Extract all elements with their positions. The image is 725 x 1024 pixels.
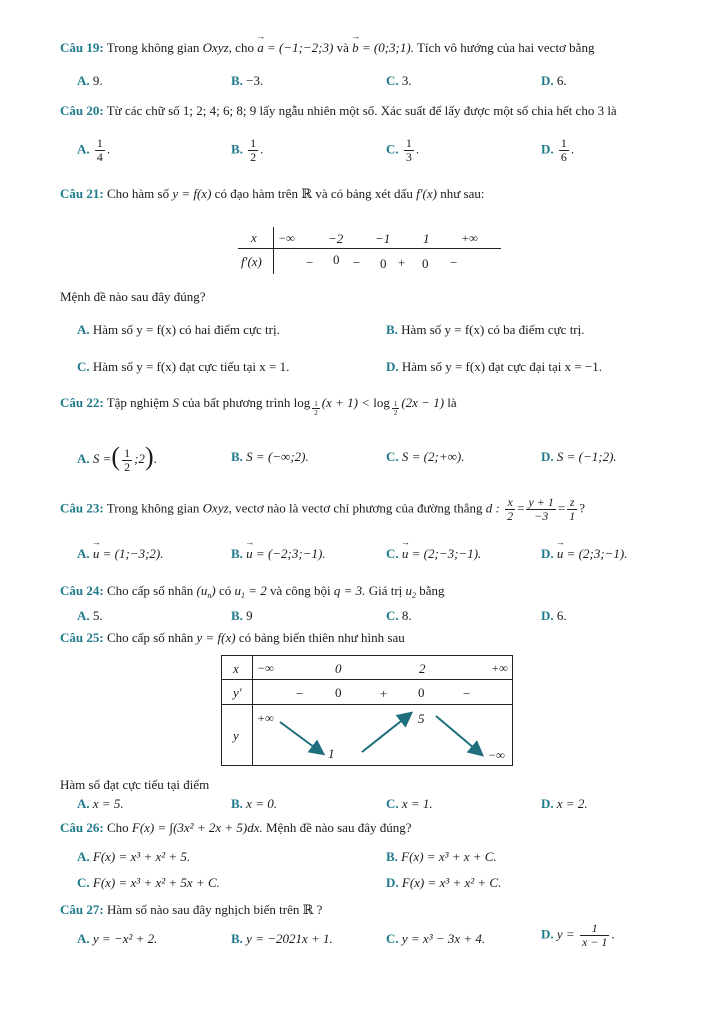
q23-option-a: A. → u = (1;−3;2). <box>77 546 164 562</box>
variation-arrows <box>252 704 513 766</box>
q21-option-a: A. Hàm số y = f(x) có hai điểm cực trị. <box>77 322 280 337</box>
question-24: Câu 24: Cho cấp số nhân $(u_n)$ có $u_1 = 2$ và công bội q = 3. Giá trị $u_2$ bằng <box>60 583 445 600</box>
q22-option-a: A. S =( $\frac{1}{2}$ ;2). <box>77 442 157 474</box>
q23-option-b: B. → u = (−2;3;−1). <box>231 546 326 562</box>
q24-option-b: B. 9 <box>231 608 253 623</box>
q20-option-a: A. $\frac{1}{4}$ . <box>77 136 111 164</box>
q25-option-b: B. x = 0. <box>231 796 277 811</box>
q19-option-d: D. 6. <box>541 73 567 88</box>
question-20: Câu 20: Từ các chữ số 1; 2; 4; 6; 8; 9 lấy ngẫu nhiên một số. Xác suất để lấy được một số chia hết cho 3 là <box>60 103 617 118</box>
q26-option-a: A. F(x) = x³ + x² + 5. <box>77 849 191 864</box>
q21-question: Mệnh đề nào sau đây đúng? <box>60 289 206 304</box>
arrow-up <box>362 714 410 752</box>
q19-option-c: C. 3. <box>386 73 412 88</box>
question-22: Câu 22: Tập nghiệm S của bất phương trình log $\frac{1}{2}$ (x + 1) < log $\frac{1}{2}$ (2x − 1) là <box>60 395 457 417</box>
question-label: Câu 19: <box>60 40 104 55</box>
q22-option-c: C. S = (2;+∞). <box>386 449 465 464</box>
q27-option-c: C. y = x³ − 3x + 4. <box>386 931 486 946</box>
q25-question: Hàm số đạt cực tiểu tại điểm <box>60 777 210 792</box>
q27-option-b: B. y = −2021x + 1. <box>231 931 333 946</box>
q19-option-a: A. 9. <box>77 73 103 88</box>
q24-option-a: A. 5. <box>77 608 103 623</box>
q20-option-b: B. $\frac{1}{2}$ . <box>231 136 264 164</box>
q26-option-c: C. F(x) = x³ + x² + 5x + C. <box>77 875 220 890</box>
question-23: Câu 23: Trong không gian Oxyz, vectơ nào là vectơ chỉ phương của đường thẳng d : $\frac{x}{2}$ = $\frac{y + 1}{-3}$ = $\frac{z}{1}$ ? <box>60 495 586 523</box>
question-25: Câu 25: Cho cấp số nhân y = f(x) có bảng biến thiên như hình sau <box>60 630 405 645</box>
q25-option-c: C. x = 1. <box>386 796 433 811</box>
q20-option-c: C. $\frac{1}{3}$ . <box>386 136 420 164</box>
q27-option-a: A. y = −x² + 2. <box>77 931 158 946</box>
q26-option-d: D. F(x) = x³ + x² + C. <box>386 875 502 890</box>
q23-option-c: C. → u = (2;−3;−1). <box>386 546 481 562</box>
q24-option-c: C. 8. <box>386 608 412 623</box>
q21-option-d: D. Hàm số y = f(x) đạt cực đại tại x = −1. <box>386 359 603 374</box>
q21-option-b: B. Hàm số y = f(x) có ba điểm cực trị. <box>386 322 585 337</box>
q23-option-d: D. → u = (2;3;−1). <box>541 546 628 562</box>
q26-option-b: B. F(x) = x³ + x + C. <box>386 849 497 864</box>
question-19: Câu 19: Trong không gian Oxyz, cho → a = (−1;−2;3) và → b = (0;3;1). Tích vô hướng của hai vectơ bằng <box>60 40 594 56</box>
q27-option-d: D. y = $\frac{1}{x - 1}$ . <box>541 921 615 949</box>
q22-option-b: B. S = (−∞;2). <box>231 449 309 464</box>
arrow-down-1 <box>280 722 322 753</box>
q19-option-b: B. −3. <box>231 73 264 88</box>
q25-option-a: A. x = 5. <box>77 796 124 811</box>
question-27: Câu 27: Hàm số nào sau đây nghịch biến trên ℝ ? <box>60 902 323 917</box>
question-26: Câu 26: Cho F(x) = ∫(3x² + 2x + 5)dx. Mệnh đề nào sau đây đúng? <box>60 820 412 835</box>
q25-option-d: D. x = 2. <box>541 796 588 811</box>
question-21: Câu 21: Cho hàm số y = f(x) có đạo hàm trên ℝ và có bảng xét dấu f′(x) như sau: <box>60 186 485 201</box>
arrow-down-2 <box>436 716 481 754</box>
q22-option-d: D. S = (−1;2). <box>541 449 617 464</box>
q24-option-d: D. 6. <box>541 608 567 623</box>
q21-option-c: C. Hàm số y = f(x) đạt cực tiểu tại x = 1. <box>77 359 290 374</box>
q20-option-d: D. $\frac{1}{6}$ . <box>541 136 575 164</box>
